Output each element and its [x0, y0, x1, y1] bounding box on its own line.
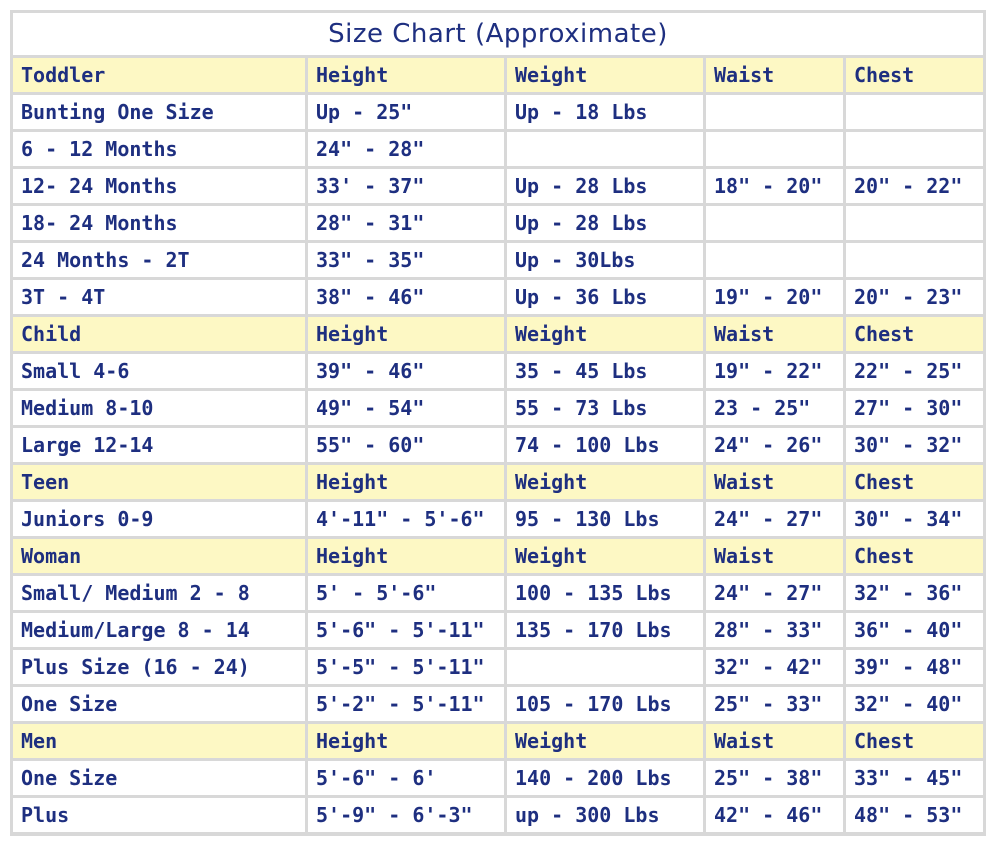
header-cell-chest: Chest [846, 465, 983, 499]
cell-chest: 30" - 34" [846, 502, 983, 536]
cell-category: Plus [13, 798, 305, 832]
cell-category: 12- 24 Months [13, 169, 305, 203]
cell-weight: 95 - 130 Lbs [507, 502, 703, 536]
cell-weight: Up - 28 Lbs [507, 169, 703, 203]
header-cell-chest: Chest [846, 317, 983, 351]
cell-weight: 135 - 170 Lbs [507, 613, 703, 647]
cell-weight [507, 650, 703, 684]
cell-waist: 24" - 26" [706, 428, 843, 462]
section-header-row [13, 465, 983, 499]
section-header-row [13, 317, 983, 351]
cell-waist: 18" - 20" [706, 169, 843, 203]
cell-waist: 25" - 38" [706, 761, 843, 795]
table-row [13, 687, 983, 721]
header-cell-height: Height [308, 539, 504, 573]
size-table [10, 55, 986, 835]
table-row [13, 132, 983, 166]
cell-height: 5'-6" - 6' [308, 761, 504, 795]
header-cell-chest: Chest [846, 724, 983, 758]
cell-height: 5'-6" - 5'-11" [308, 613, 504, 647]
cell-height: 5'-2" - 5'-11" [308, 687, 504, 721]
cell-height: 33" - 35" [308, 243, 504, 277]
cell-weight [507, 132, 703, 166]
header-cell-category: Toddler [13, 58, 305, 92]
header-cell-waist: Waist [706, 317, 843, 351]
header-cell-height: Height [308, 465, 504, 499]
cell-category: Juniors 0-9 [13, 502, 305, 536]
cell-chest: 33" - 45" [846, 761, 983, 795]
cell-category: 24 Months - 2T [13, 243, 305, 277]
cell-waist: 42" - 46" [706, 798, 843, 832]
section-header-row [13, 58, 983, 92]
header-cell-height: Height [308, 58, 504, 92]
cell-waist: 32" - 42" [706, 650, 843, 684]
cell-category: Medium 8-10 [13, 391, 305, 425]
cell-waist [706, 206, 843, 240]
table-row [13, 650, 983, 684]
cell-chest [846, 243, 983, 277]
header-cell-category: Woman [13, 539, 305, 573]
cell-category: Small/ Medium 2 - 8 [13, 576, 305, 610]
cell-height: Up - 25" [308, 95, 504, 129]
cell-waist: 24" - 27" [706, 502, 843, 536]
cell-weight: Up - 28 Lbs [507, 206, 703, 240]
size-chart [10, 10, 986, 836]
cell-weight: up - 300 Lbs [507, 798, 703, 832]
table-row [13, 391, 983, 425]
table-row [13, 798, 983, 832]
cell-waist: 19" - 20" [706, 280, 843, 314]
cell-height: 4'-11" - 5'-6" [308, 502, 504, 536]
cell-weight: Up - 30Lbs [507, 243, 703, 277]
header-cell-weight: Weight [507, 58, 703, 92]
header-cell-waist: Waist [706, 58, 843, 92]
cell-height: 24" - 28" [308, 132, 504, 166]
cell-weight: 140 - 200 Lbs [507, 761, 703, 795]
table-row [13, 502, 983, 536]
cell-weight: Up - 18 Lbs [507, 95, 703, 129]
header-cell-waist: Waist [706, 465, 843, 499]
header-cell-category: Child [13, 317, 305, 351]
header-cell-waist: Waist [706, 539, 843, 573]
table-row [13, 280, 983, 314]
header-cell-category: Teen [13, 465, 305, 499]
header-cell-waist: Waist [706, 724, 843, 758]
cell-waist: 24" - 27" [706, 576, 843, 610]
table-row [13, 613, 983, 647]
header-cell-category: Men [13, 724, 305, 758]
cell-weight: 100 - 135 Lbs [507, 576, 703, 610]
header-cell-weight: Weight [507, 539, 703, 573]
cell-chest: 30" - 32" [846, 428, 983, 462]
table-row [13, 95, 983, 129]
cell-category: 18- 24 Months [13, 206, 305, 240]
cell-category: 6 - 12 Months [13, 132, 305, 166]
cell-weight: 74 - 100 Lbs [507, 428, 703, 462]
cell-waist: 19" - 22" [706, 354, 843, 388]
cell-waist [706, 95, 843, 129]
table-row [13, 243, 983, 277]
cell-category: 3T - 4T [13, 280, 305, 314]
cell-chest: 22" - 25" [846, 354, 983, 388]
header-cell-chest: Chest [846, 539, 983, 573]
table-row [13, 169, 983, 203]
cell-chest: 48" - 53" [846, 798, 983, 832]
cell-weight: 35 - 45 Lbs [507, 354, 703, 388]
cell-weight: 55 - 73 Lbs [507, 391, 703, 425]
cell-height: 49" - 54" [308, 391, 504, 425]
cell-chest [846, 95, 983, 129]
table-row [13, 761, 983, 795]
cell-waist: 28" - 33" [706, 613, 843, 647]
cell-chest: 39" - 48" [846, 650, 983, 684]
cell-waist [706, 132, 843, 166]
cell-height: 38" - 46" [308, 280, 504, 314]
cell-category: One Size [13, 687, 305, 721]
cell-height: 55" - 60" [308, 428, 504, 462]
cell-chest: 27" - 30" [846, 391, 983, 425]
cell-chest [846, 132, 983, 166]
cell-category: Large 12-14 [13, 428, 305, 462]
table-row [13, 354, 983, 388]
cell-category: One Size [13, 761, 305, 795]
table-row [13, 428, 983, 462]
cell-weight: 105 - 170 Lbs [507, 687, 703, 721]
cell-waist: 25" - 33" [706, 687, 843, 721]
cell-category: Plus Size (16 - 24) [13, 650, 305, 684]
header-cell-chest: Chest [846, 58, 983, 92]
cell-height: 5'-9" - 6'-3" [308, 798, 504, 832]
cell-waist [706, 243, 843, 277]
cell-chest: 32" - 40" [846, 687, 983, 721]
section-header-row [13, 539, 983, 573]
size-table-body [13, 58, 983, 832]
cell-chest: 32" - 36" [846, 576, 983, 610]
header-cell-height: Height [308, 724, 504, 758]
section-header-row [13, 724, 983, 758]
cell-chest: 36" - 40" [846, 613, 983, 647]
cell-waist: 23 - 25" [706, 391, 843, 425]
header-cell-height: Height [308, 317, 504, 351]
header-cell-weight: Weight [507, 724, 703, 758]
chart-title: Size Chart (Approximate) [13, 13, 983, 55]
cell-category: Bunting One Size [13, 95, 305, 129]
cell-height: 5'-5" - 5'-11" [308, 650, 504, 684]
cell-chest: 20" - 22" [846, 169, 983, 203]
cell-category: Small 4-6 [13, 354, 305, 388]
cell-height: 5' - 5'-6" [308, 576, 504, 610]
header-cell-weight: Weight [507, 465, 703, 499]
table-row [13, 206, 983, 240]
cell-height: 39" - 46" [308, 354, 504, 388]
cell-category: Medium/Large 8 - 14 [13, 613, 305, 647]
cell-height: 28" - 31" [308, 206, 504, 240]
cell-weight: Up - 36 Lbs [507, 280, 703, 314]
table-row [13, 576, 983, 610]
cell-chest [846, 206, 983, 240]
cell-chest: 20" - 23" [846, 280, 983, 314]
header-cell-weight: Weight [507, 317, 703, 351]
cell-height: 33' - 37" [308, 169, 504, 203]
